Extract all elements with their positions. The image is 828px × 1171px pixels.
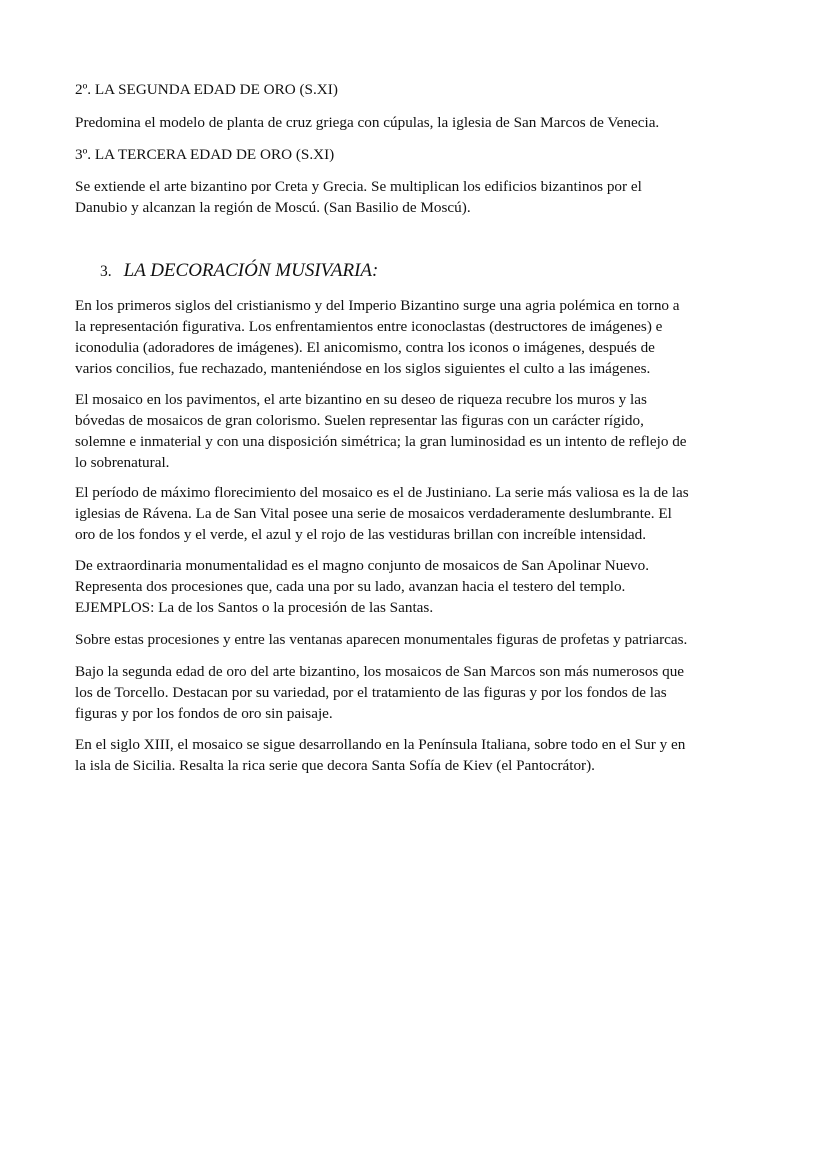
text-line: En los primeros siglos del cristianismo y del Imperio Bizantino surge una agria polémica en torno a: [75, 297, 680, 314]
text-line: El período de máximo florecimiento del mosaico es el de Justiniano. La serie más valiosa es la de las: [75, 484, 689, 501]
text-line: Bajo la segunda edad de oro del arte bizantino, los mosaicos de San Marcos son más numerosos que: [75, 663, 685, 680]
paragraph-san-marcos: [75, 661, 765, 724]
text-line: la representación figurativa. Los enfrentamientos entre iconoclastas (destructores de imágenes) e: [75, 318, 663, 335]
text-line: En el siglo XIII, el mosaico se sigue desarrollando en la Península Italiana, sobre todo en el Sur y en: [75, 736, 686, 753]
paragraph-segunda-edad: [75, 112, 765, 133]
text-line: Representa dos procesiones que, cada una por su lado, avanzan hacia el testero del templo.: [75, 578, 626, 595]
paragraph-procesiones: [75, 629, 765, 650]
text-line: Se extiende el arte bizantino por Creta y Grecia. Se multiplican los edificios bizantinos por el: [75, 178, 642, 195]
text-line: la isla de Sicilia. Resalta la rica serie que decora Santa Sofía de Kiev (el Pantocrátor).: [75, 757, 595, 774]
text-line: EJEMPLOS: La de los Santos o la procesión de las Santas.: [75, 599, 434, 616]
paragraph-iconoclastia: [75, 295, 765, 379]
text-line: Sobre estas procesiones y entre las ventanas aparecen monumentales figuras de profetas y patriarcas.: [75, 631, 688, 648]
text-line: varios concilios, fue rechazado, manteniéndose en los siglos siguientes el culto a las imágenes.: [75, 360, 651, 377]
paragraph-justiniano: [75, 482, 765, 545]
text-line: Danubio y alcanzan la región de Moscú. (San Basilio de Moscú).: [75, 199, 471, 216]
section-title-decoracion-musivaria: [100, 258, 378, 285]
text-line: figuras y por los fondos de oro sin paisaje.: [75, 705, 333, 722]
text-line: lo sobrenatural.: [75, 454, 170, 471]
paragraph-siglo-xiii: [75, 734, 765, 776]
heading-segunda-edad: 2º. LA SEGUNDA EDAD DE ORO (S.XI): [75, 81, 338, 98]
paragraph-mosaico-pavimentos: [75, 389, 765, 473]
text-line: De extraordinaria monumentalidad es el magno conjunto de mosaicos de San Apolinar Nuevo.: [75, 557, 650, 574]
text-line: solemne e inmaterial y con una disposición simétrica; la gran luminosidad es un intento de reflejo de: [75, 433, 687, 450]
heading-tercera-edad: 3º. LA TERCERA EDAD DE ORO (S.XI): [75, 146, 335, 163]
text-line: los de Torcello. Destacan por su variedad, por el tratamiento de las figuras y por los fondos de las: [75, 684, 667, 701]
section-title-text: LA DECORACIÓN MUSIVARIA:: [123, 260, 379, 281]
text-line: bóvedas de mosaicos de gran colorismo. Suelen representar las figuras con un carácter rígido,: [75, 412, 644, 429]
text-line: Predomina el modelo de planta de cruz griega con cúpulas, la iglesia de San Marcos de Venecia.: [75, 114, 660, 131]
text-line: oro de los fondos y el verde, el azul y el rojo de las vestiduras brillan con increíble intensidad.: [75, 526, 647, 543]
text-line: El mosaico en los pavimentos, el arte bizantino en su deseo de riqueza recubre los muros y las: [75, 391, 647, 408]
text-line: iconodulia (adoradores de imágenes). El anicomismo, contra los iconos o imágenes, después de: [75, 339, 655, 356]
text-line: iglesias de Rávena. La de San Vital posee una serie de mosaicos verdaderamente deslumbrante. El: [75, 505, 672, 522]
section-number: 3.: [100, 263, 112, 280]
paragraph-san-apolinar: [75, 555, 765, 618]
paragraph-tercera-edad: [75, 176, 765, 218]
